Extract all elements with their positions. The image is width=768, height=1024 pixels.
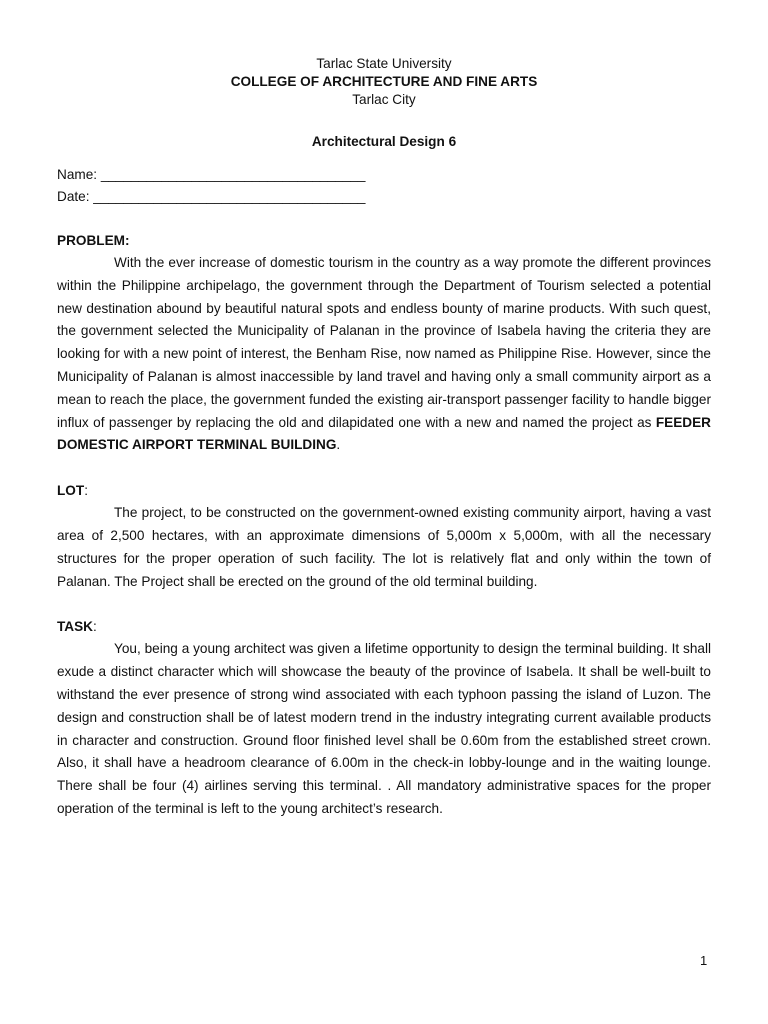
task-heading [57, 615, 711, 638]
lot-heading [57, 479, 711, 502]
document-header [0, 55, 768, 109]
page-number: 1 [700, 953, 708, 968]
task-heading-text: TASK [57, 619, 93, 635]
date-field: Date: ____________________________________ [57, 189, 366, 204]
project-name: FEEDER DOMESTIC AIRPORT TERMINAL BUILDING [57, 414, 711, 453]
city-name: Tarlac City [352, 92, 416, 107]
student-fields [57, 164, 365, 208]
college-name: COLLEGE OF ARCHITECTURE AND FINE ARTS [230, 74, 538, 89]
course-title: Architectural Design 6 [311, 134, 457, 149]
lot-heading-colon: : [84, 483, 88, 499]
task-paragraph: You, being a young architect was given a lifetime opportunity to design the terminal building. It shall exude a distinct character which will showcase the beauty of the province of Isabela. It shall be well-built to withstand the ever presence of strong wind associated with each typhoon passing the island of Luzon. The design and construction shall be of latest modern trend in the industry integrating current available products in character and construction. Ground floor finished level shall be 0.60m from the established street crown. Also, it shall have a headroom clearance of 6.00m in the check-in lobby-lounge and in the waiting lounge. There shall be four (4) airlines serving this terminal. . All mandatory administrative spaces for the proper operation of the terminal is left to the young architect’s research. [57, 641, 711, 816]
name-field: Name: ___________________________________ [57, 167, 366, 182]
problem-paragraph [57, 252, 711, 457]
lot-paragraph: The project, to be constructed on the government-owned existing community airport, having a vast area of 2,500 hectares, with an approximate dimensions of 5,000m x 5,000m, with all the necessary structures for the proper operation of such facility. The lot is relatively flat and only within the town of Palanan. The Project shall be erected on the ground of the old terminal building. [57, 505, 711, 589]
lot-heading-text: LOT [57, 483, 85, 499]
document-body [57, 229, 711, 821]
university-name: Tarlac State University [316, 56, 452, 71]
problem-end: . [336, 437, 341, 453]
problem-text: With the ever increase of domestic tourism in the country as a way promote the different provinces within the Philippine archipelago, the government through the Department of Tourism selected a potential new destination abound by beautiful natural spots and endless bounty of marine products. With such quest, the government selected the Municipality of Palanan in the province of Isabela having the criteria they are looking for with a new point of interest, the Benham Rise, now named as Philippine Rise. However, since the Municipality of Palanan is almost inaccessible by land travel and having only a small community airport as a mean to reach the place, the government funded the existing air-transport passenger facility to handle bigger influx of passenger by replacing the old and dilapidated one with a new and named the project as [57, 255, 711, 430]
task-heading-colon: : [93, 619, 97, 635]
problem-heading: PROBLEM: [57, 233, 130, 248]
